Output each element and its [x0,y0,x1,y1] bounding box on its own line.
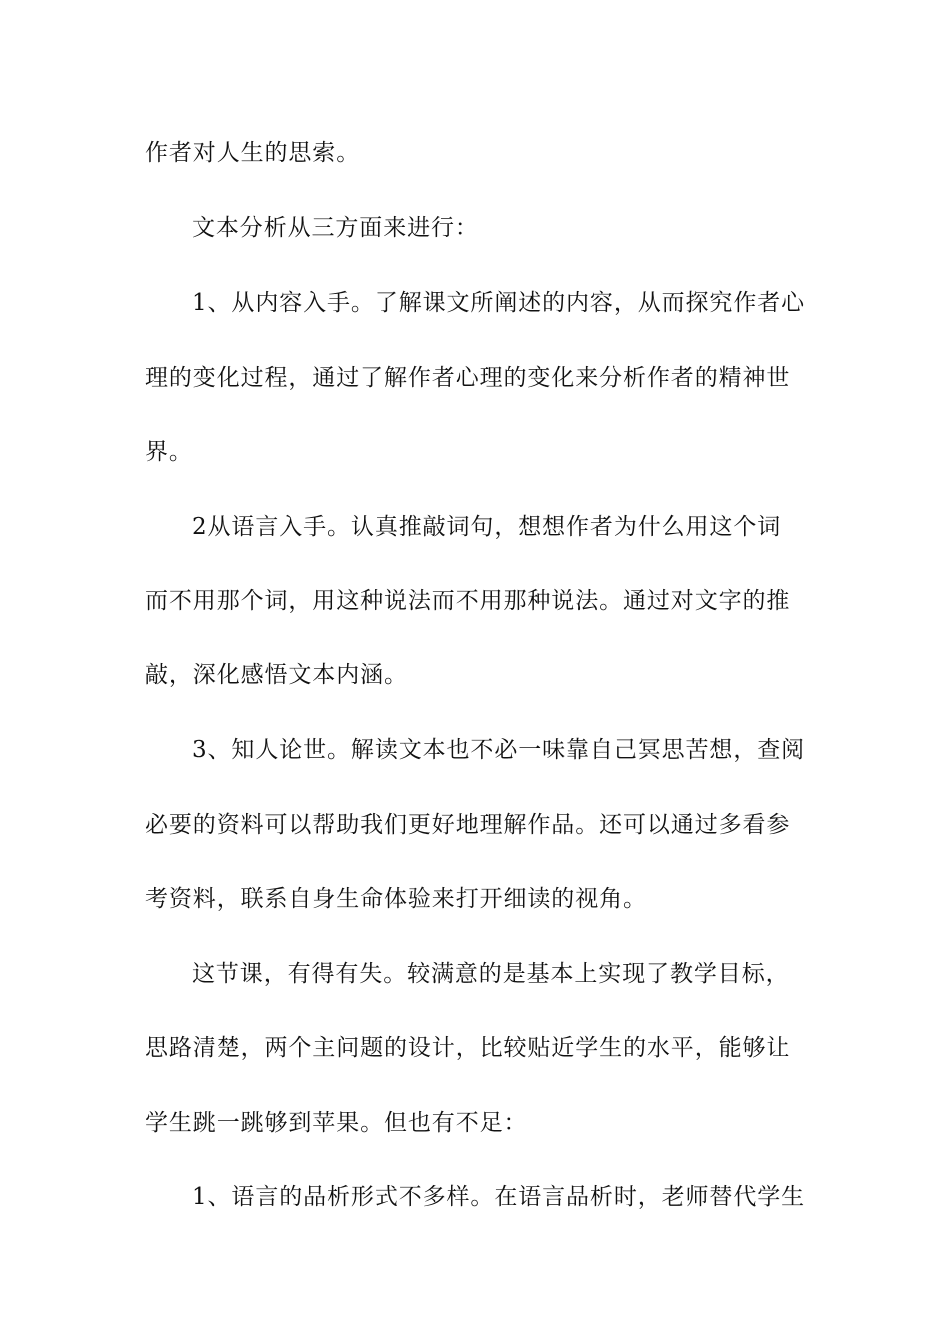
text-line: 学生跳一跳够到苹果。但也有不足： [145,1110,528,1136]
text-line: 必要的资料可以帮助我们更好地理解作品。还可以通过多看参 [145,812,791,838]
text-line: 1、语言的品析形式不多样。在语言品析时，老师替代学生 [192,1184,806,1210]
text-line: 界。 [145,439,193,465]
text-line: 这节课，有得有失。较满意的是基本上实现了教学目标， [192,961,790,987]
text-line: 思路清楚，两个主问题的设计，比较贴近学生的水平，能够让 [145,1035,791,1061]
text-line: 文本分析从三方面来进行： [192,215,479,241]
text-line: 考资料，联系自身生命体验来打开细读的视角。 [145,886,647,912]
text-line: 1、从内容入手。了解课文所阐述的内容，从而探究作者心 [192,290,806,316]
text-line: 敲，深化感悟文本内涵。 [145,662,408,688]
text-line: 理的变化过程，通过了解作者心理的变化来分析作者的精神世 [145,365,791,391]
text-line: 作者对人生的思索。 [145,140,361,166]
text-line: 而不用那个词，用这种说法而不用那种说法。通过对文字的推 [145,588,791,614]
text-line: 2从语言入手。认真推敲词句，想想作者为什么用这个词 [192,514,782,540]
text-line: 3、知人论世。解读文本也不必一味靠自己冥思苦想，查阅 [192,737,806,763]
